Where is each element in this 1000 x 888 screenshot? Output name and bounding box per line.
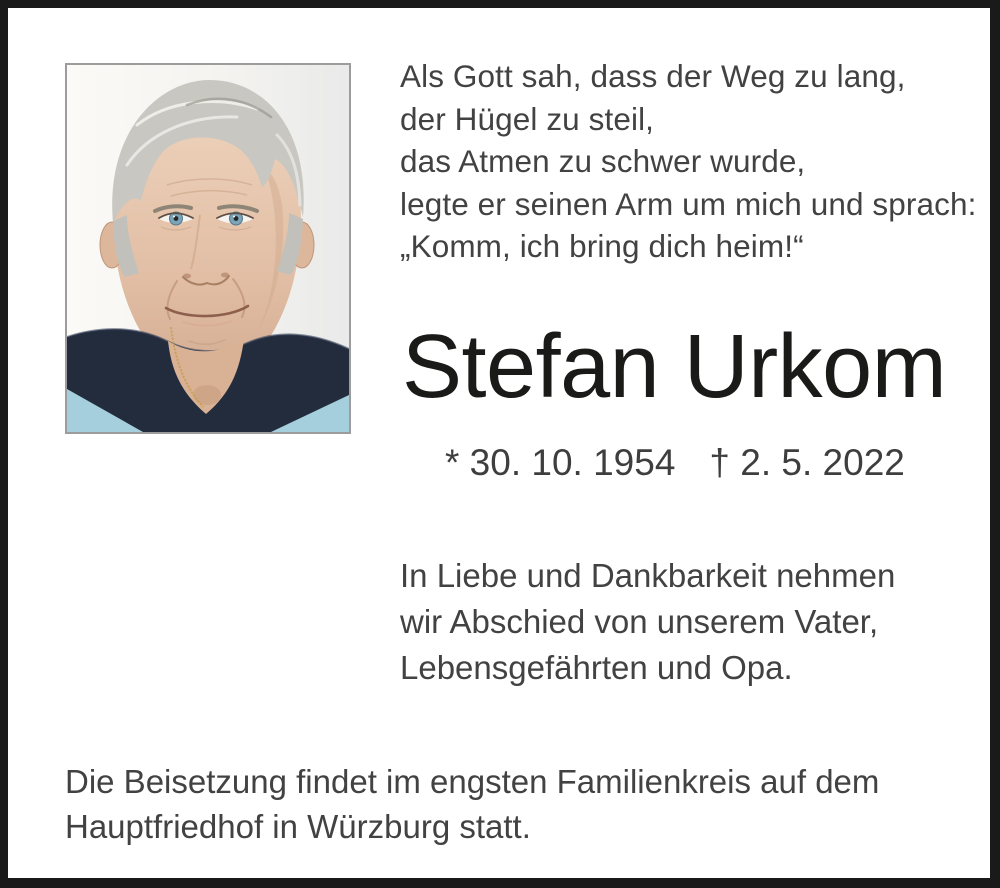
portrait-illustration	[67, 65, 349, 432]
farewell-line: wir Abschied von unserem Vater,	[400, 603, 879, 640]
poem-line: Als Gott sah, dass der Weg zu lang,	[400, 58, 906, 94]
deceased-name: Stefan Urkom	[402, 317, 947, 417]
memorial-poem	[400, 55, 976, 268]
funeral-info	[65, 759, 879, 849]
birth-date: * 30. 10. 1954	[445, 442, 676, 483]
funeral-line: Die Beisetzung findet im engsten Familienkreis auf dem	[65, 763, 880, 800]
chest-shading	[193, 385, 221, 405]
farewell-text	[400, 553, 895, 691]
poem-line: „Komm, ich bring dich heim!“	[400, 228, 804, 264]
death-date: † 2. 5. 2022	[709, 442, 905, 483]
farewell-line: In Liebe und Dankbarkeit nehmen	[400, 557, 896, 594]
funeral-line: Hauptfriedhof in Würzburg statt.	[65, 808, 531, 845]
poem-line: legte er seinen Arm um mich und sprach:	[400, 185, 977, 222]
portrait-photo	[65, 63, 351, 434]
poem-line: der Hügel zu steil,	[400, 100, 655, 137]
farewell-line: Lebensgefährten und Opa.	[400, 649, 793, 686]
life-dates	[445, 442, 905, 484]
notice-panel	[8, 8, 990, 878]
poem-line: das Atmen zu schwer wurde,	[400, 143, 806, 179]
